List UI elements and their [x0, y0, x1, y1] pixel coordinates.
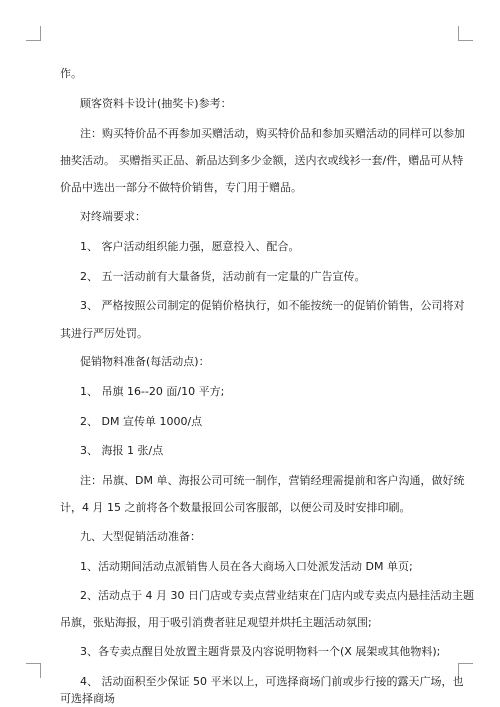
- paragraph-line: 抽奖活动。 买赠指买正品、新品达到多少金额，送内衣或线衫一套/件，赠品可从特: [60, 154, 464, 167]
- list-item: 4、 活动面积至少保证 50 平米以上，可选择商场门前或步行接的露天广场，也: [80, 675, 464, 688]
- paragraph-line: 注：购买特价品不再参加买赠活动，购买特价品和参加买赠活动的同样可以参加: [80, 127, 465, 140]
- paragraph-line: 可选择商场: [60, 692, 115, 705]
- section-heading: 九、大型促销活动准备：: [80, 530, 201, 543]
- list-item: 3、 严格按照公司制定的促销价格执行，如不能按统一的促销价销售，公司将对: [80, 299, 465, 312]
- paragraph-line: 吊旗，张贴海报，用于吸引消费者驻足观望并烘托主题活动氛围;: [60, 616, 372, 629]
- paragraph-line: 计，4 月 15 之前将各个数量报回公司客服部，以便公司及时安排印刷。: [60, 501, 411, 514]
- section-heading: 促销物料准备(每活动点)：: [80, 355, 210, 368]
- list-item: 1、 吊旗 16--20 面/10 平方;: [80, 385, 225, 398]
- list-item: 2、活动点于 4 月 30 日门店或专卖点营业结束在门店内或专卖点内悬挂活动主题: [80, 589, 474, 602]
- paragraph-line: 作。: [60, 67, 82, 80]
- corner-mark-bottom-left: [26, 663, 41, 678]
- list-item: 3、各专卖点醒目处放置主题背景及内容说明物料一个(X 展架或其他物料);: [80, 645, 441, 658]
- corner-mark-top-left: [26, 26, 41, 41]
- corner-mark-top-right: [458, 26, 473, 41]
- list-item: 1、活动期间活动点派销售人员在各大商场入口处派发活动 DM 单页;: [80, 560, 413, 573]
- list-item: 3、 海报 1 张/点: [80, 444, 164, 457]
- paragraph-line: 注：吊旗、DM 单、海报公司可统一制作，营销经理需提前和客户沟通，做好统: [80, 474, 465, 487]
- paragraph-line: 价品中选出一部分不做特价销售，专门用于赠品。: [60, 181, 302, 194]
- list-item: 2、 五一活动前有大量备货，活动前有一定量的广告宣传。: [80, 270, 366, 283]
- section-heading: 对终端要求：: [80, 210, 146, 223]
- section-heading: 顾客资料卡设计(抽奖卡)参考：: [80, 97, 232, 110]
- list-item: 2、 DM 宣传单 1000/点: [80, 415, 203, 428]
- paragraph-line: 其进行严厉处罚。: [60, 327, 148, 340]
- list-item: 1、 客户活动组织能力强，愿意投入、配合。: [80, 240, 300, 253]
